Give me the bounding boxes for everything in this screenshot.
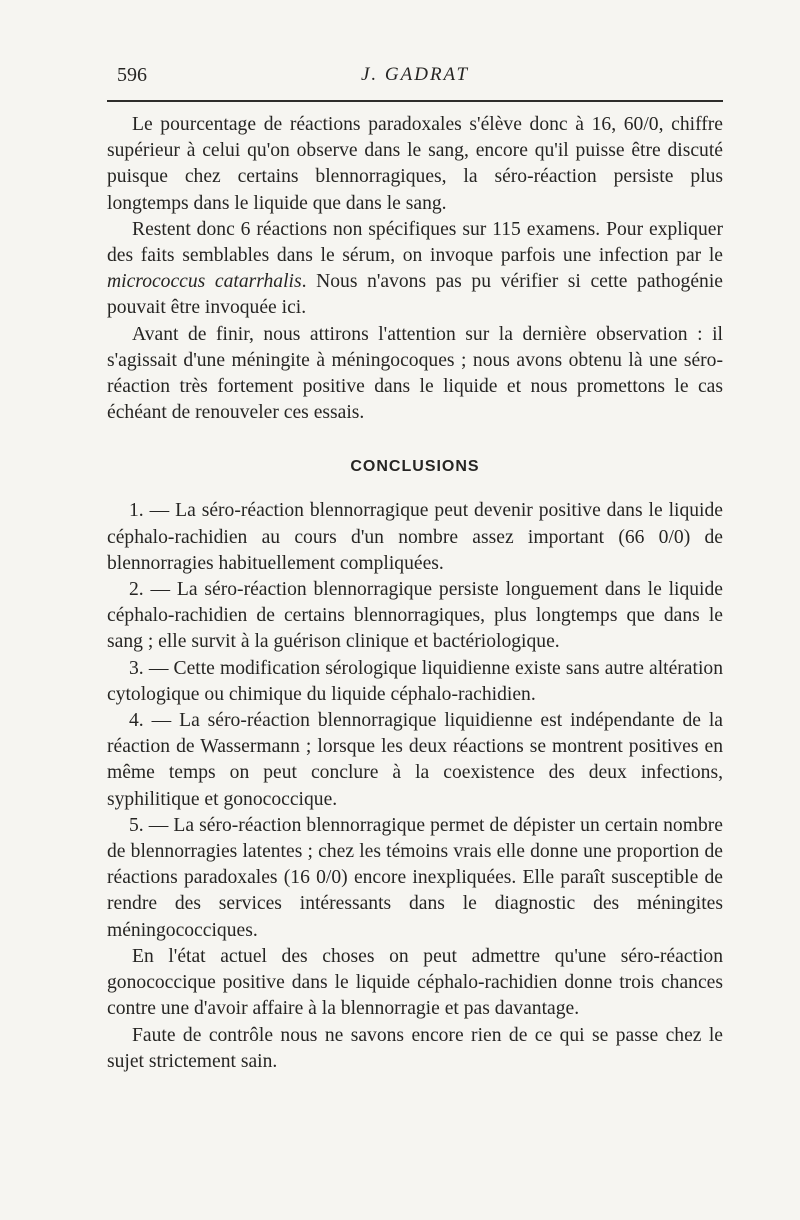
- paragraph-text: Restent donc 6 réactions non spécifiques sur 115 examens. Pour expliquer des faits semblables dans le sérum, on invoque parfois une infection par le: [107, 218, 723, 267]
- emphasis-species: micrococcus catarrhalis: [107, 271, 302, 293]
- section-heading-conclusions: CONCLUSIONS: [350, 458, 480, 476]
- paragraph-final-observation: [107, 322, 723, 427]
- conclusion-item-4: 4. — La séro-réaction blennorragique liquidienne est indépendante de la réaction de Wassermann ; lorsque les deux réactions se montrent positives en même temps on peut conclure à la coexistence des deux infections, syphilitique et gonococcique.: [107, 710, 723, 810]
- paragraph-text: Le pourcentage de réactions paradoxales s'élève donc à 16, 60/0, chiffre supérieur à celui qu'on observe dans le sang, encore qu'il puisse être discuté puisque chez certains blennorragiques, la séro-réaction persiste plus longtemps dans le liquide que dans le sang.: [107, 114, 723, 214]
- paragraph-nonspecific: [107, 217, 723, 322]
- conclusion-item-1: 1. — La séro-réaction blennorragique peut devenir positive dans le liquide céphalo-rachidien au cours d'un nombre assez important (66 0/0) de blennorragies habituellement compliquées.: [107, 500, 723, 574]
- conclusion-item-3: 3. — Cette modification sérologique liquidienne existe sans autre altération cytologique ou chimique du liquide céphalo-rachidien.: [107, 657, 723, 705]
- closing-paragraph-1: En l'état actuel des choses on peut admettre qu'une séro-réaction gonococcique positive dans le liquide céphalo-rachidien donne trois chances contre une d'avoir affaire à la blennorragie et pas davantage.: [107, 945, 723, 1020]
- conclusion-item-5: 5. — La séro-réaction blennorragique permet de dépister un certain nombre de blennorragies latentes ; chez les témoins vrais elle donne une proportion de réactions paradoxales (16 0/0) encore inexpliquées. Elle paraît susceptible de rendre des services intéressants dans le diagnostic des méningites méningococciques.: [107, 814, 723, 941]
- closing-paragraph-2: Faute de contrôle nous ne savons encore rien de ce qui se passe chez le sujet strictement sain.: [107, 1024, 723, 1072]
- conclusion-item-2: 2. — La séro-réaction blennorragique persiste longuement dans le liquide céphalo-rachidien de certains blennorragiques, plus longtemps que dans le sang ; elle survit à la guérison clinique et bactériologique.: [107, 579, 723, 653]
- body-text: [107, 112, 723, 1075]
- running-head: [107, 64, 723, 92]
- page-number: 596: [117, 64, 147, 86]
- paragraph-text: Avant de finir, nous attirons l'attention sur la dernière observation : il s'agissait d'une méningite à méningocoques ; nous avons obtenu là une séro-réaction très fortement positive dans le liquide et nous promettons le cas échéant de renouveler ces essais.: [107, 323, 723, 424]
- paragraph-text: . Nous n'avons pas pu vérifier si cette pathogénie pouvait être invoquée ici.: [107, 271, 723, 319]
- running-head-author: J. GADRAT: [360, 64, 470, 85]
- paragraph-percentage: [107, 112, 723, 217]
- header-rule: [107, 100, 723, 102]
